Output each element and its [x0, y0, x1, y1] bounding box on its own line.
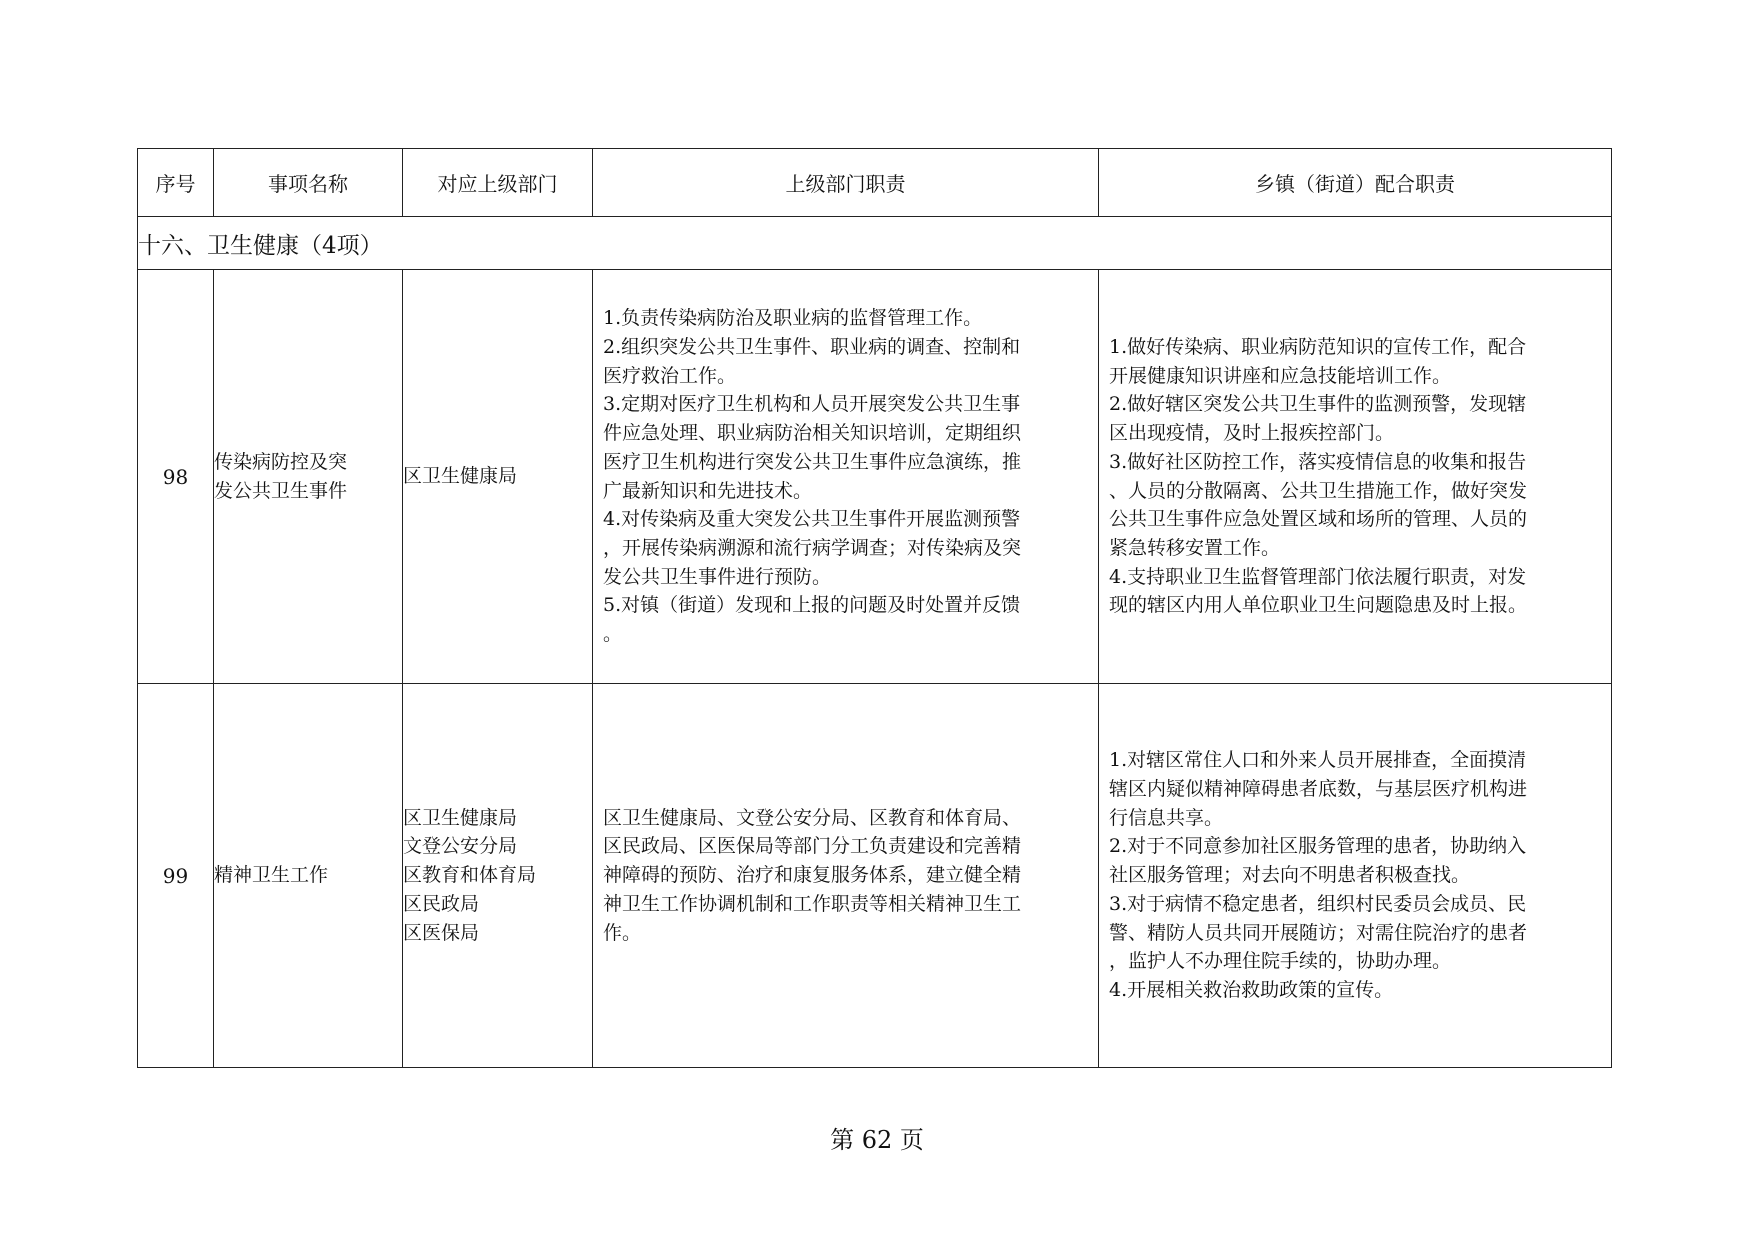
department-line: 区卫生健康局	[403, 465, 518, 488]
town-duty-line: 4.支持职业卫生监督管理部门依法履行职责，对发	[1109, 565, 1527, 588]
town-duty-line: 开展健康知识讲座和应急技能培训工作。	[1109, 364, 1452, 387]
town-duty-line: 警、精防人员共同开展随访；对需住院治疗的患者	[1109, 921, 1528, 944]
row-number: 99	[138, 684, 214, 1068]
upper-duty-line: 3.定期对医疗卫生机构和人员开展突发公共卫生事	[603, 393, 1021, 416]
header-upper-duties: 上级部门职责	[593, 149, 1099, 217]
upper-duty-line: 2.组织突发公共卫生事件、职业病的调查、控制和	[603, 335, 1021, 358]
town-duty-line: 紧急转移安置工作。	[1109, 536, 1281, 559]
department-line: 区民政局	[403, 892, 480, 915]
upper-duty-line: ，开展传染病溯源和流行病学调查；对传染病及突	[603, 536, 1022, 559]
table-header-row	[138, 149, 1612, 217]
town-duty-line: 现的辖区内用人单位职业卫生问题隐患及时上报。	[1109, 594, 1528, 617]
department-line: 文登公安分局	[403, 835, 518, 858]
header-item-name: 事项名称	[214, 149, 403, 217]
department-cell	[403, 684, 593, 1068]
upper-duty-line: 神障碍的预防、治疗和康复服务体系，建立健全精	[603, 864, 1022, 887]
department-line: 区医保局	[403, 921, 480, 944]
department-line: 区教育和体育局	[403, 864, 537, 887]
header-upper-department: 对应上级部门	[403, 149, 593, 217]
town-duty-line: 行信息共享。	[1109, 806, 1224, 829]
town-duty-line: 3.对于病情不稳定患者，组织村民委员会成员、民	[1109, 892, 1527, 915]
town-duty-line: 区出现疫情，及时上报疾控部门。	[1109, 422, 1395, 445]
town-duties-cell	[1099, 684, 1612, 1068]
row-number: 98	[138, 270, 214, 684]
upper-duty-line: 。	[603, 623, 623, 646]
upper-duty-line: 区民政局、区医保局等部门分工负责建设和完善精	[603, 835, 1022, 858]
town-duty-line: 2.对于不同意参加社区服务管理的患者，协助纳入	[1109, 835, 1527, 858]
upper-duties-cell	[593, 270, 1099, 684]
town-duty-line: 1.做好传染病、职业病防范知识的宣传工作，配合	[1109, 335, 1527, 358]
upper-duty-line: 件应急处理、职业病防治相关知识培训，定期组织	[603, 422, 1022, 445]
town-duty-line: 公共卫生事件应急处置区域和场所的管理、人员的	[1109, 508, 1528, 531]
town-duty-line: 2.做好辖区突发公共卫生事件的监测预警，发现辖	[1109, 393, 1527, 416]
town-duty-line: 辖区内疑似精神障碍患者底数，与基层医疗机构进	[1109, 778, 1528, 801]
section-title: 十六、卫生健康（4项）	[138, 217, 1612, 270]
upper-duty-line: 发公共卫生事件进行预防。	[603, 565, 832, 588]
table-row	[138, 270, 1612, 684]
upper-duty-line: 广最新知识和先进技术。	[603, 479, 813, 502]
upper-duty-line: 1.负责传染病防治及职业病的监督管理工作。	[603, 307, 983, 330]
upper-duty-line: 4.对传染病及重大突发公共卫生事件开展监测预警	[603, 508, 1021, 531]
upper-duties-cell	[593, 684, 1099, 1068]
duty-table	[137, 148, 1612, 1068]
upper-duty-line: 医疗救治工作。	[603, 364, 737, 387]
town-duties-cell	[1099, 270, 1612, 684]
header-index: 序号	[138, 149, 214, 217]
header-town-duties: 乡镇（街道）配合职责	[1099, 149, 1612, 217]
town-duty-line: 、人员的分散隔离、公共卫生措施工作，做好突发	[1109, 479, 1528, 502]
upper-duty-line: 区卫生健康局、文登公安分局、区教育和体育局、	[603, 806, 1022, 829]
item-name-line: 传染病防控及突	[214, 450, 348, 473]
town-duty-line: 1.对辖区常住人口和外来人员开展排查，全面摸清	[1109, 749, 1527, 772]
upper-duty-line: 作。	[603, 921, 642, 944]
town-duty-line: 3.做好社区防控工作，落实疫情信息的收集和报告	[1109, 450, 1527, 473]
upper-duty-line: 5.对镇（街道）发现和上报的问题及时处置并反馈	[603, 594, 1021, 617]
page-number: 第 62 页	[830, 1126, 924, 1154]
item-name-line: 发公共卫生事件	[214, 479, 348, 502]
town-duty-line: 社区服务管理；对去向不明患者积极查找。	[1109, 864, 1471, 887]
upper-duty-line: 医疗卫生机构进行突发公共卫生事件应急演练，推	[603, 450, 1022, 473]
item-name-line: 精神卫生工作	[214, 864, 329, 887]
town-duty-line: 4.开展相关救治救助政策的宣传。	[1109, 978, 1394, 1001]
department-cell	[403, 270, 593, 684]
department-line: 区卫生健康局	[403, 806, 518, 829]
upper-duty-line: 神卫生工作协调机制和工作职责等相关精神卫生工	[603, 892, 1022, 915]
town-duty-line: ，监护人不办理住院手续的，协助办理。	[1109, 950, 1452, 973]
item-name-cell	[214, 684, 403, 1068]
item-name-cell	[214, 270, 403, 684]
section-row	[138, 217, 1612, 270]
table-row	[138, 684, 1612, 1068]
